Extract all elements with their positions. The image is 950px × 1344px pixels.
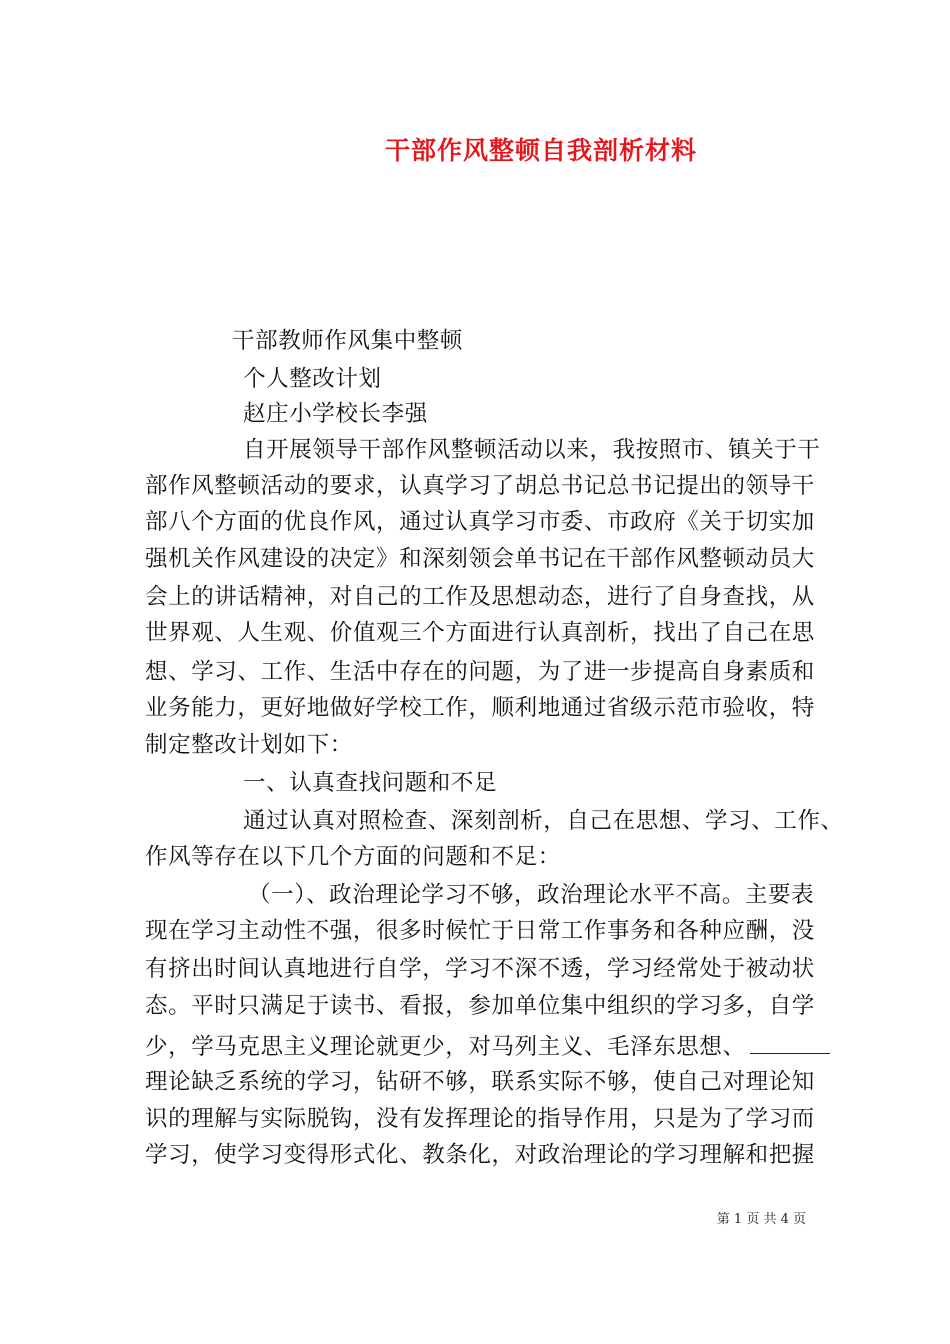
body-line: 想、学习、工作、生活中存在的问题，为了进一步提高自身素质和 [145,659,815,685]
body-line: 现在学习主动性不强，很多时候忙于日常工作事务和各种应酬，没 [145,918,815,944]
body-line: 自开展领导干部作风整顿活动以来，我按照市、镇关于干 [243,437,821,463]
body-line-text: 少，学马克思主义理论就更少，对马列主义、毛泽东思想、 [145,1034,746,1060]
body-line: 部作风整顿活动的要求，认真学习了胡总书记总书记提出的领导干 [145,473,815,499]
body-line: 世界观、人生观、价值观三个方面进行认真剖析，找出了自己在思 [145,620,815,646]
body-line: 会上的讲话精神，对自己的工作及思想动态，进行了自身查找，从 [145,584,815,610]
body-line: 强机关作风建设的决定》和深刻领会单书记在干部作风整顿动员大 [145,546,815,572]
document-title: 干部作风整顿自我剖析材料 [384,136,697,165]
body-line: 理论缺乏系统的学习，钻研不够，联系实际不够，使自己对理论知 [145,1069,815,1095]
body-line: 学习，使学习变得形式化、教条化，对政治理论的学习理解和把握 [145,1142,815,1168]
body-line: 制定整改计划如下： [145,732,353,758]
body-line: 态。平时只满足于读书、看报，参加单位集中组织的学习多，自学 [145,993,815,1019]
body-line: （一）、政治理论学习不够，政治理论水平不高。主要表 [248,882,815,908]
section-heading: 一、认真查找问题和不足 [243,770,498,796]
blank-underline [750,1033,830,1054]
subtitle-line: 个人整改计划 [243,366,382,392]
body-line: 业务能力，更好地做好学校工作，顺利地通过省级示范市验收，特 [145,695,815,721]
body-line: 通过认真对照检查、深刻剖析，自己在思想、学习、工作、 [243,808,844,834]
body-line: 有挤出时间认真地进行自学，学习不深不透，学习经常处于被动状 [145,956,815,982]
page-footer: 第 1 页 共 4 页 [716,1212,806,1227]
body-line-with-blank [145,1033,815,1059]
body-line: 部八个方面的优良作风，通过认真学习市委、市政府《关于切实加 [145,509,815,535]
subtitle-line: 干部教师作风集中整顿 [232,328,464,354]
author-line: 赵庄小学校长李强 [243,401,428,427]
body-line: 识的理解与实际脱钩，没有发挥理论的指导作用，只是为了学习而 [145,1106,815,1132]
body-line: 作风等存在以下几个方面的问题和不足： [145,844,561,870]
